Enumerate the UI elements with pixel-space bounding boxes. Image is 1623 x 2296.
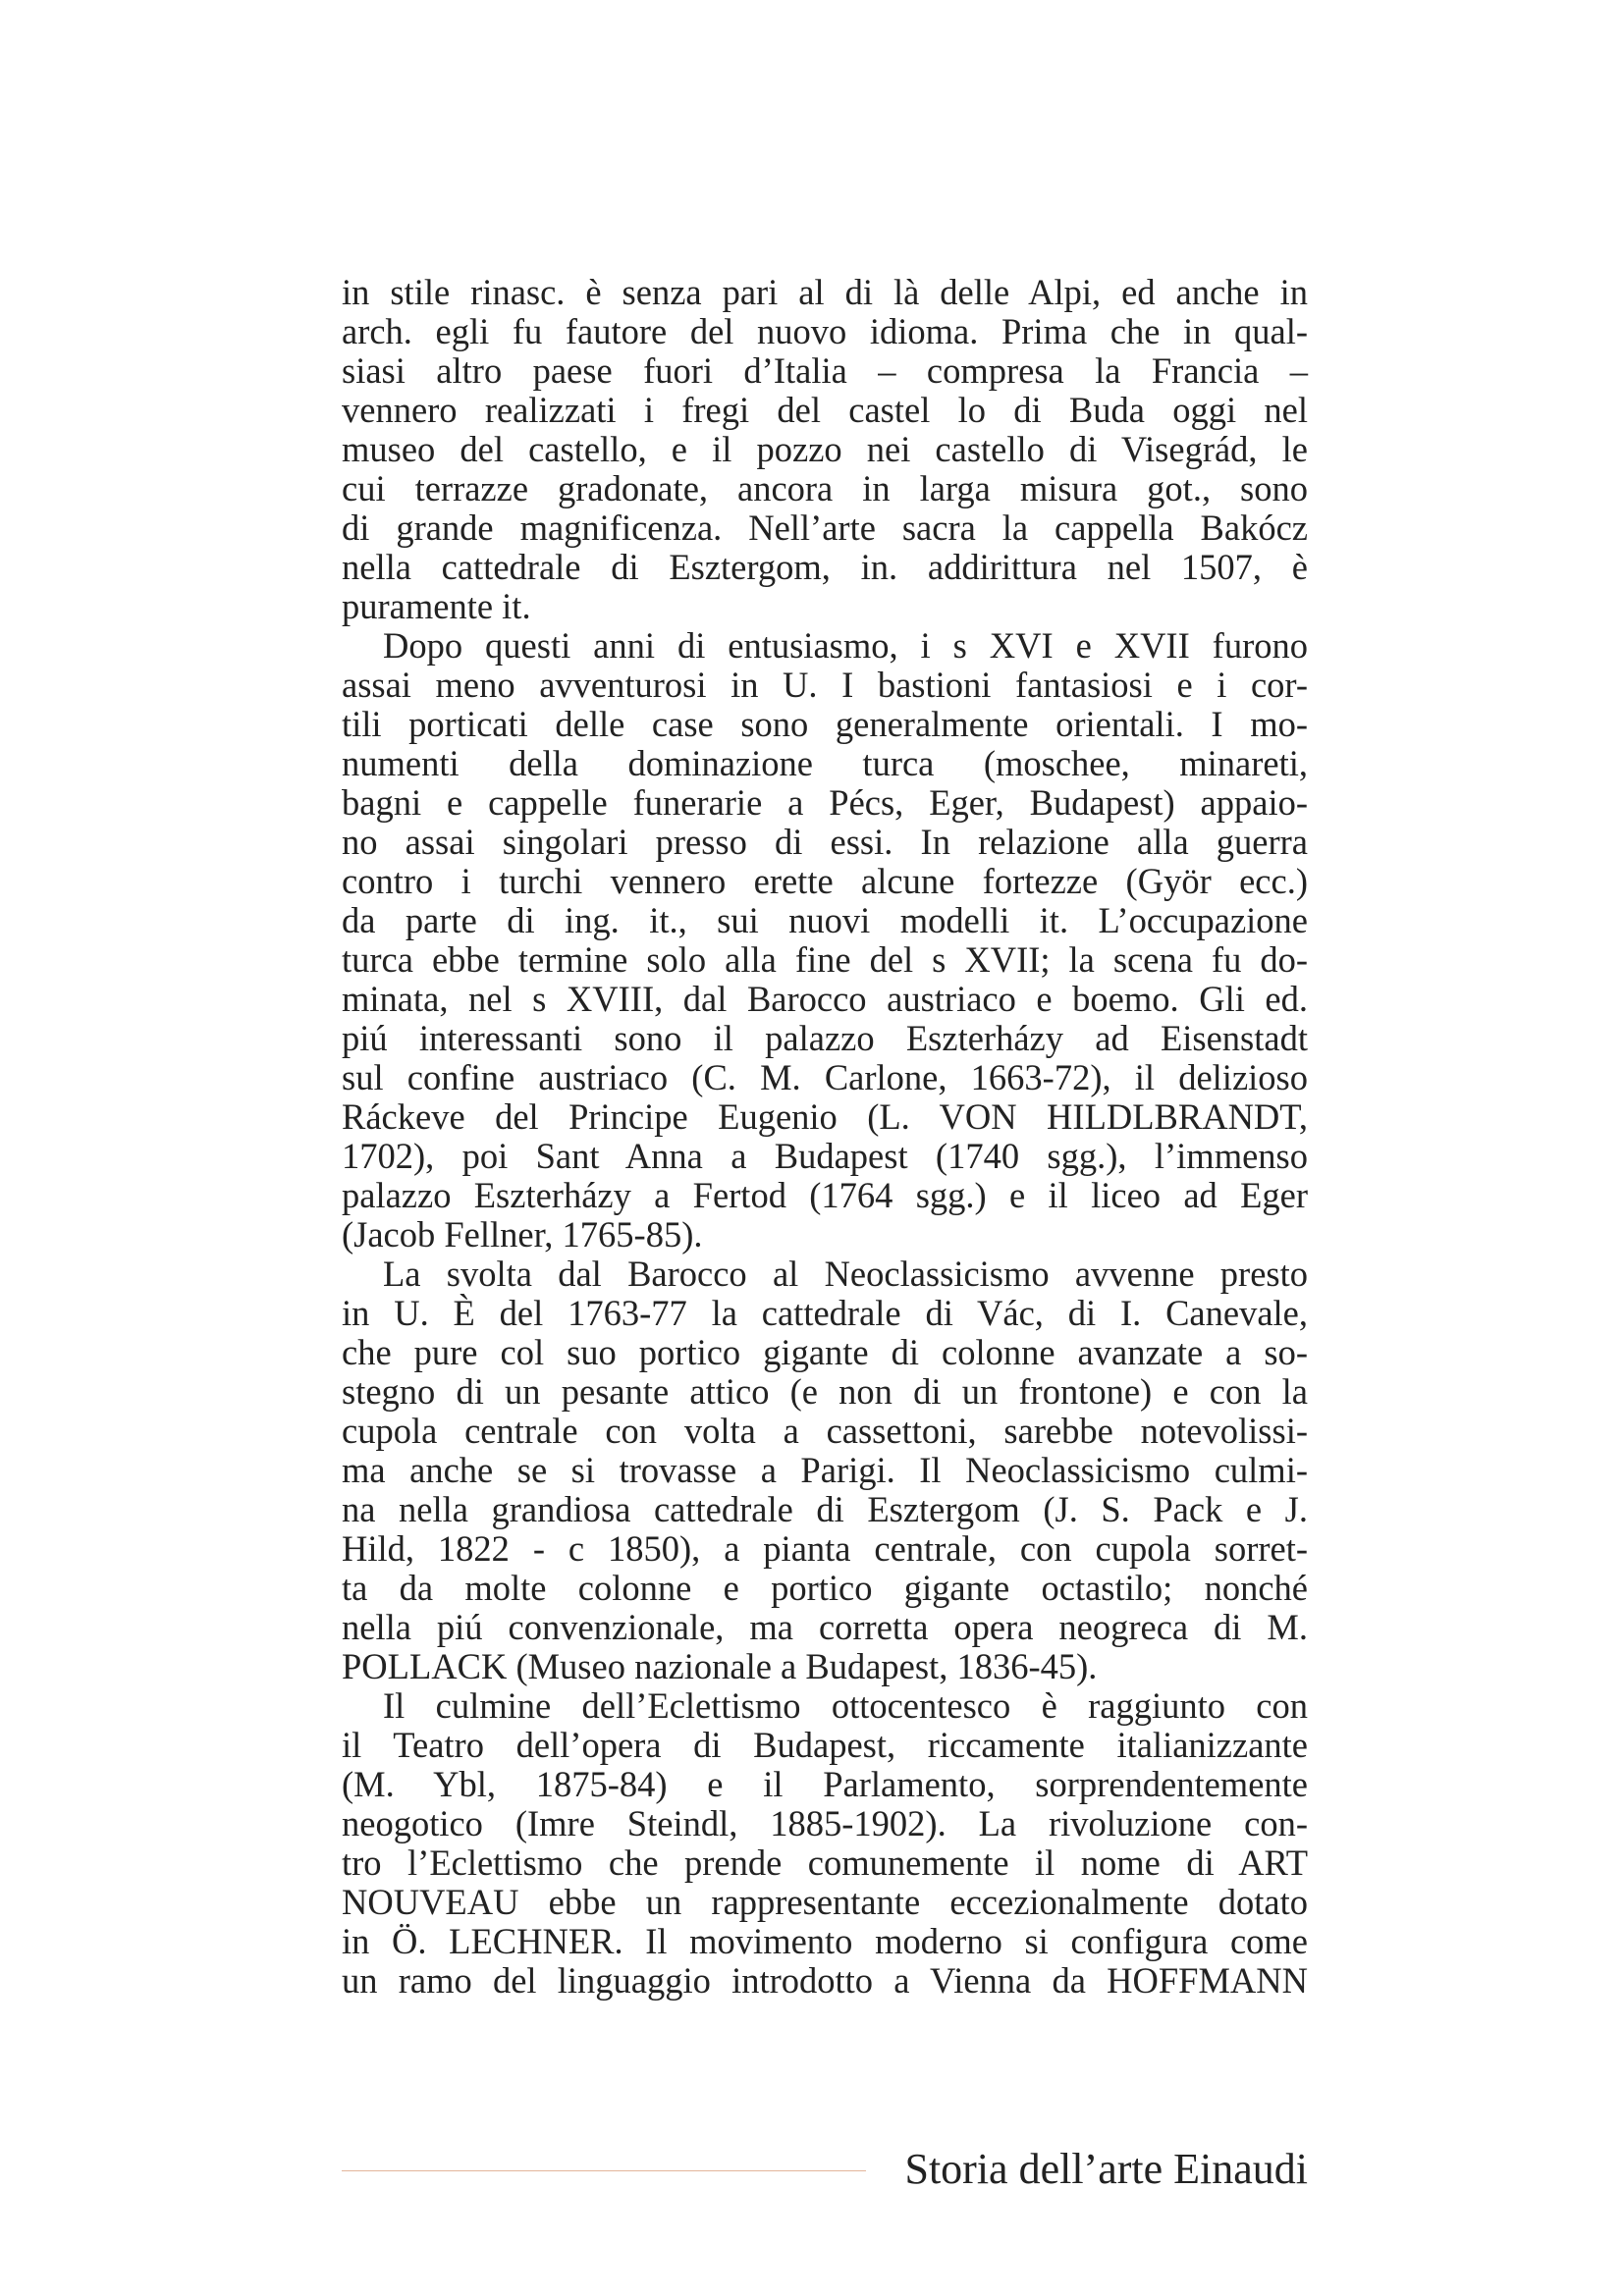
text-line: in stile rinasc. è senza pari al di là delle Alpi, ed anche in xyxy=(342,272,1308,312)
text-line: cupola centrale con volta a cassettoni, sarebbe notevolissi- xyxy=(342,1411,1308,1451)
body-text xyxy=(342,273,1308,2001)
text-line: Hild, 1822 - c 1850), a pianta centrale, con cupola sorret- xyxy=(342,1528,1308,1569)
text-line: ma anche se si trovasse a Parigi. Il Neoclassicismo culmi- xyxy=(342,1450,1308,1490)
text-line: museo del castello, e il pozzo nei castello di Visegrád, le xyxy=(342,429,1308,469)
text-line: stegno di un pesante attico (e non di un frontone) e con la xyxy=(342,1371,1308,1412)
text-line: na nella grandiosa cattedrale di Esztergom (J. S. Pack e J. xyxy=(342,1489,1308,1529)
text-line: siasi altro paese fuori d’Italia – compresa la Francia – xyxy=(342,350,1308,391)
text-line: un ramo del linguaggio introdotto a Vienna da HOFFMANN xyxy=(342,1960,1308,2001)
text-line: di grande magnificenza. Nell’arte sacra la cappella Bakócz xyxy=(342,507,1308,548)
footer-divider xyxy=(342,2170,866,2171)
text-line: palazzo Eszterházy a Fertod (1764 sgg.) e il liceo ad Eger xyxy=(342,1175,1308,1215)
text-line: (M. Ybl, 1875-84) e il Parlamento, sorprendentemente xyxy=(342,1764,1308,1804)
text-line: tili porticati delle case sono generalmente orientali. I mo- xyxy=(342,704,1308,744)
text-line: che pure col suo portico gigante di colonne avanzate a so- xyxy=(342,1332,1308,1372)
text-line: 1702), poi Sant Anna a Budapest (1740 sgg.), l’immenso xyxy=(342,1136,1308,1176)
text-line: La svolta dal Barocco al Neoclassicismo avvenne presto xyxy=(383,1254,1308,1294)
text-line: ta da molte colonne e portico gigante octastilo; nonché xyxy=(342,1568,1308,1608)
text-line: da parte di ing. it., sui nuovi modelli it. L’occupazione xyxy=(342,900,1308,940)
text-line: (Jacob Fellner, 1765-85). xyxy=(342,1214,703,1255)
text-line: bagni e cappelle funerarie a Pécs, Eger, Budapest) appaio- xyxy=(342,782,1308,823)
text-line: Ráckeve del Principe Eugenio (L. VON HILDLBRANDT, xyxy=(342,1096,1308,1137)
text-line: neogotico (Imre Steindl, 1885-1902). La rivoluzione con- xyxy=(342,1803,1308,1843)
text-line: NOUVEAU ebbe un rappresentante eccezionalmente dotato xyxy=(342,1882,1308,1922)
text-line: vennero realizzati i fregi del castel lo di Buda oggi nel xyxy=(342,390,1308,430)
text-line: in Ö. LECHNER. Il movimento moderno si configura come xyxy=(342,1921,1308,1961)
text-line: assai meno avventurosi in U. I bastioni fantasiosi e i cor- xyxy=(342,665,1308,705)
text-line: piú interessanti sono il palazzo Eszterházy ad Eisenstadt xyxy=(342,1018,1308,1058)
text-line: Dopo questi anni di entusiasmo, i s XVI e XVII furono xyxy=(383,625,1308,666)
text-line: tro l’Eclettismo che prende comunemente il nome di ART xyxy=(342,1842,1308,1883)
text-line: il Teatro dell’opera di Budapest, riccamente italianizzante xyxy=(342,1725,1308,1765)
text-line: no assai singolari presso di essi. In relazione alla guerra xyxy=(342,822,1308,862)
text-line: nella cattedrale di Esztergom, in. addirittura nel 1507, è xyxy=(342,547,1308,587)
text-line: sul confine austriaco (C. M. Carlone, 1663-72), il delizioso xyxy=(342,1057,1308,1097)
text-line: numenti della dominazione turca (moschee, minareti, xyxy=(342,743,1308,783)
text-line: Il culmine dell’Eclettismo ottocentesco è raggiunto con xyxy=(383,1685,1308,1726)
text-line: nella piú convenzionale, ma corretta opera neogreca di M. xyxy=(342,1607,1308,1647)
text-line: turca ebbe termine solo alla fine del s XVII; la scena fu do- xyxy=(342,939,1308,980)
text-line: puramente it. xyxy=(342,586,531,626)
text-line: in U. È del 1763-77 la cattedrale di Vác, di I. Canevale, xyxy=(342,1293,1308,1333)
text-line: POLLACK (Museo nazionale a Budapest, 1836-45). xyxy=(342,1646,1098,1686)
text-line: minata, nel s XVIII, dal Barocco austriaco e boemo. Gli ed. xyxy=(342,979,1308,1019)
footer-title: Storia dell’arte Einaudi xyxy=(904,2145,1308,2193)
text-line: cui terrazze gradonate, ancora in larga misura got., sono xyxy=(342,468,1308,508)
text-line: arch. egli fu fautore del nuovo idioma. Prima che in qual- xyxy=(342,311,1308,351)
text-line: contro i turchi vennero erette alcune fortezze (Györ ecc.) xyxy=(342,861,1308,901)
